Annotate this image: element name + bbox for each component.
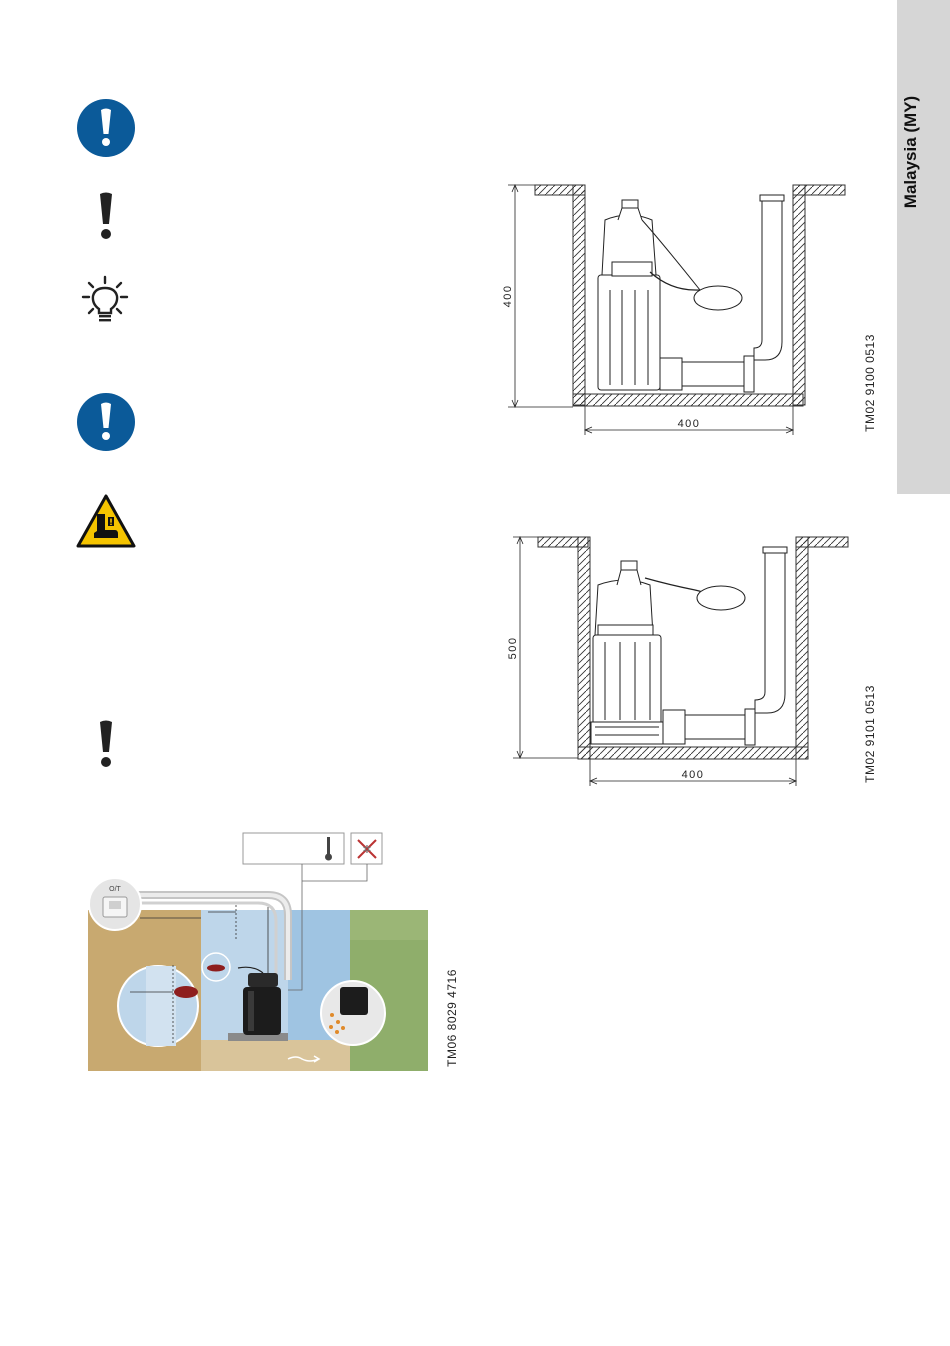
pit-diagram-500 bbox=[495, 530, 855, 790]
pit-diagram-400 bbox=[490, 180, 850, 435]
lightbulb-tip-icon bbox=[80, 275, 130, 325]
pit1-figure-code: TM02 9100 0513 bbox=[863, 334, 877, 432]
pit2-width-label: 400 bbox=[681, 769, 705, 781]
installation-illustration bbox=[88, 815, 428, 1071]
language-tab-label: Malaysia (MY) bbox=[901, 95, 920, 209]
mandatory-action-icon bbox=[76, 98, 136, 158]
foot-crush-warning-icon bbox=[75, 493, 137, 549]
pit1-height-label: 400 bbox=[502, 284, 514, 308]
control-box-label: O/T bbox=[109, 886, 121, 893]
installation-figure-code: TM06 8029 4716 bbox=[445, 969, 459, 1067]
pit2-figure-code: TM02 9101 0513 bbox=[863, 685, 877, 783]
pit2-height-label: 500 bbox=[507, 636, 519, 660]
pit1-width-label: 400 bbox=[677, 418, 701, 430]
svg-text:✲: ✲ bbox=[362, 844, 372, 856]
exclamation-icon bbox=[94, 191, 118, 241]
language-side-tab bbox=[897, 0, 950, 494]
exclamation-icon bbox=[94, 719, 118, 769]
mandatory-action-icon bbox=[76, 392, 136, 452]
